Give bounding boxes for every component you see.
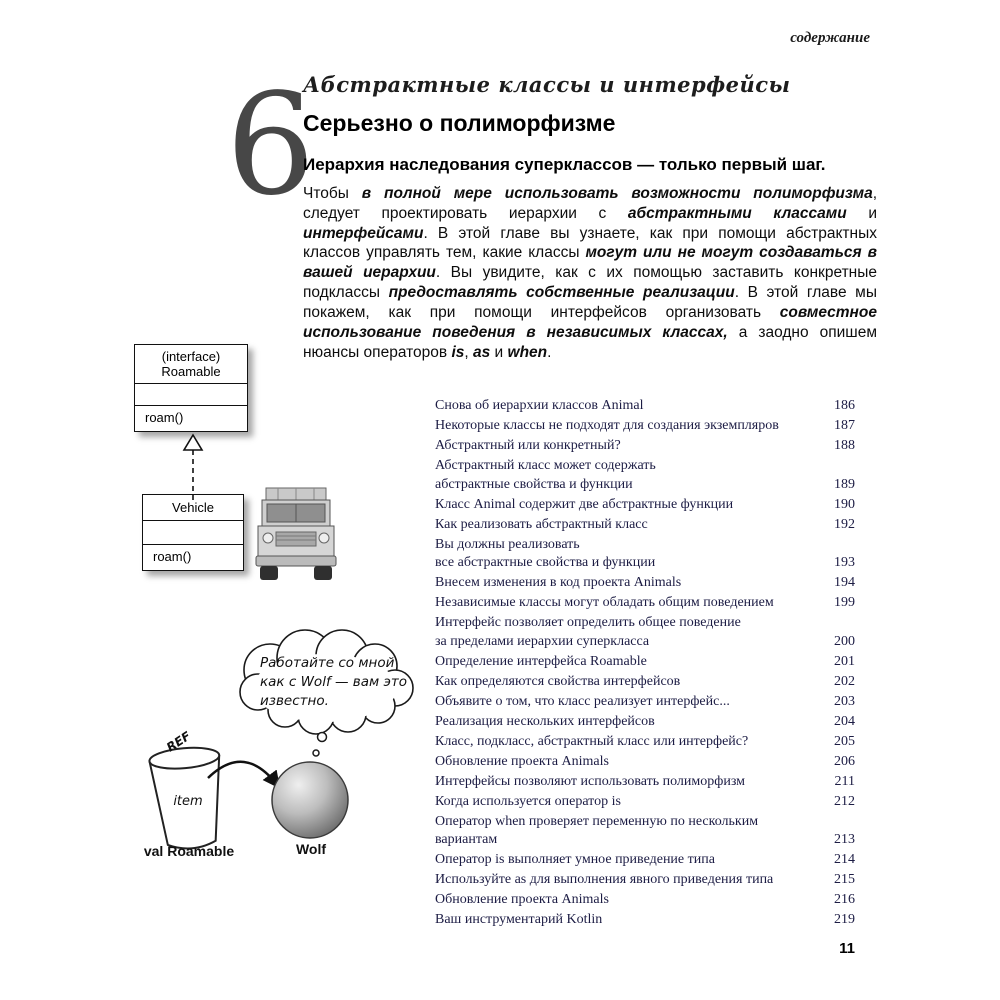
intro-segment: абстрактными классами <box>627 204 847 222</box>
toc-entry-title: Интерфейс позволяет определить общее поведение <box>435 615 741 630</box>
toc-entry <box>435 733 855 752</box>
toc-entry-title: Класс, подкласс, абстрактный класс или интерфейс? <box>435 733 749 749</box>
uml-vehicle-name: Vehicle <box>143 495 243 521</box>
toc-entry-title: Класс Animal содержит две абстрактные функции <box>435 496 734 512</box>
toc-entry-page: 202 <box>834 673 855 689</box>
toc-entry-title: Как определяются свойства интерфейсов <box>435 673 681 689</box>
toc-entry-title: Снова об иерархии классов Animal <box>435 398 644 413</box>
intro-segment: . <box>547 343 552 361</box>
toc-entry-page: 189 <box>834 476 855 492</box>
table-of-contents <box>435 397 855 931</box>
toc-entry-page: 190 <box>834 496 855 512</box>
toc-entry-title: все абстрактные свойства и функции <box>435 555 656 570</box>
toc-entry <box>435 594 855 613</box>
uml-interface-name: Roamable <box>161 364 221 379</box>
toc-entry-title: Внесем изменения в код проекта Animals <box>435 575 682 590</box>
toc-entry-title: Обновление проекта Animals <box>435 892 609 907</box>
toc-entry-title: Ваш инструментарий Kotlin <box>435 912 603 927</box>
toc-entry-title: абстрактные свойства и функции <box>435 476 633 492</box>
toc-entry-page: 213 <box>834 832 855 847</box>
toc-entry <box>435 851 855 870</box>
toc-entry <box>435 397 855 416</box>
toc-entry-page: 200 <box>834 633 855 649</box>
running-header: содержание <box>790 30 870 46</box>
realization-arrow <box>184 435 202 500</box>
toc-entry-title: Оператор when проверяет переменную по нескольким <box>435 813 759 829</box>
uml-vehicle-method: roam() <box>153 549 192 564</box>
toc-entry-title: Вы должны реализовать <box>435 536 580 552</box>
thought-bubble-text: Работайте со мной как с Wolf — вам это известно. <box>260 655 408 709</box>
toc-entry-page: 199 <box>834 595 855 610</box>
toc-entry-page: 186 <box>834 398 855 413</box>
toc-entry-title: Используйте as для выполнения явного приведения типа <box>435 872 774 887</box>
toc-entry <box>435 653 855 672</box>
intro-segment: , следует проектировать иерархии с <box>303 185 878 222</box>
page-number: 11 <box>839 940 855 957</box>
truck-icon <box>256 488 336 580</box>
toc-entry <box>435 417 855 436</box>
toc-entry-page: 215 <box>834 872 855 887</box>
intro-segment: могут или не могут создаваться в вашей иерархии <box>303 244 877 282</box>
intro-segment: и <box>846 204 877 222</box>
toc-entry-title: Абстрактный или конкретный? <box>435 438 621 453</box>
intro-segment: Чтобы <box>303 185 362 202</box>
toc-entry <box>435 574 855 593</box>
chapter-number: 6 <box>226 64 316 227</box>
toc-entry-title: вариантам <box>435 832 498 847</box>
toc-entry-title: Когда используется оператор is <box>435 793 621 809</box>
ref-label: REF <box>164 728 194 755</box>
chapter-lead: Иерархия наследования суперклассов — только первый шаг. <box>303 155 826 174</box>
toc-entry-title: Независимые классы могут обладать общим поведением <box>435 595 774 610</box>
toc-entry-page: 187 <box>834 418 855 433</box>
toc-entry <box>435 911 855 930</box>
toc-entry <box>435 773 855 792</box>
cup-caption: val Roamable <box>143 843 235 859</box>
intro-segment: предоставлять собственные реализации <box>388 284 735 302</box>
toc-entry-page: 205 <box>834 733 855 749</box>
toc-entry-title: Объявите о том, что класс реализует интерфейс... <box>435 693 730 709</box>
sphere-caption: Wolf <box>295 841 327 857</box>
toc-entry-page: 211 <box>834 773 855 789</box>
wolf-sphere-icon <box>272 762 348 838</box>
toc-entry-page: 214 <box>834 852 855 867</box>
toc-entry-title: за пределами иерархии суперкласса <box>435 633 650 649</box>
toc-entry-page: 194 <box>834 575 855 590</box>
toc-entry-title: Интерфейсы позволяют использовать полиморфизм <box>435 773 746 789</box>
toc-entry <box>435 536 855 573</box>
toc-entry <box>435 516 855 535</box>
toc-entry-title: Оператор is выполняет умное приведение типа <box>435 852 715 867</box>
toc-entry <box>435 437 855 456</box>
toc-entry <box>435 813 855 850</box>
intro-segment: интерфейсами <box>303 224 424 242</box>
toc-entry <box>435 673 855 692</box>
toc-entry-page: 216 <box>834 892 855 907</box>
toc-entry-title: Как реализовать абстрактный класс <box>435 516 648 532</box>
toc-entry-page: 201 <box>834 653 855 669</box>
toc-entry-page: 188 <box>834 438 855 453</box>
intro-segment: , <box>464 343 473 361</box>
intro-segment: when <box>507 343 548 361</box>
uml-interface-method: roam() <box>145 410 184 425</box>
intro-segment: . Вы увидите, как с их помощью заставить конкретные подклассы <box>303 264 877 302</box>
thought-dots <box>313 733 327 757</box>
intro-segment: а заодно опишем нюансы операторов <box>303 323 877 361</box>
toc-entry-title: Абстрактный класс может содержать <box>435 458 656 473</box>
toc-entry-page: 206 <box>834 753 855 769</box>
intro-segment: в полной мере использовать возможности полиморфизма <box>361 185 873 202</box>
intro-segment: совместное использование поведения в независимых классах, <box>303 303 877 341</box>
uml-interface-stereotype: (interface) <box>161 349 221 364</box>
toc-entry <box>435 693 855 712</box>
toc-entry-title: Обновление проекта Animals <box>435 753 609 769</box>
toc-entry-title: Некоторые классы не подходят для создания экземпляров <box>435 418 779 433</box>
cup-item-label: item <box>173 794 203 809</box>
toc-entry <box>435 457 855 494</box>
toc-entry <box>435 496 855 515</box>
toc-entry <box>435 753 855 772</box>
toc-entry-page: 219 <box>834 912 855 927</box>
toc-entry-page: 193 <box>834 555 855 570</box>
intro-segment: as <box>473 343 491 361</box>
toc-entry-title: Определение интерфейса Roamable <box>435 653 647 669</box>
toc-entry-page: 203 <box>834 693 855 709</box>
toc-entry <box>435 793 855 812</box>
chapter-script-title: Абстрактные классы и интерфейсы <box>303 72 791 97</box>
toc-entry <box>435 871 855 890</box>
chapter-intro-paragraph <box>303 184 877 362</box>
intro-segment: . В этой главе мы покажем, как при помощи интерфейсов организовать <box>303 284 877 321</box>
intro-segment: и <box>490 343 508 361</box>
toc-entry <box>435 713 855 732</box>
intro-segment: is <box>451 343 465 361</box>
toc-entry <box>435 614 855 651</box>
intro-segment: . В этой главе вы узнаете, как при помощи абстрактных классов управлять тем, какие классы <box>303 224 877 262</box>
toc-entry-title: Реализация нескольких интерфейсов <box>435 713 655 729</box>
toc-entry <box>435 891 855 910</box>
toc-entry-page: 192 <box>834 516 855 532</box>
toc-entry-page: 204 <box>834 713 855 729</box>
chapter-title: Серьезно о полиморфизме <box>303 110 616 136</box>
toc-entry-page: 212 <box>834 793 855 809</box>
